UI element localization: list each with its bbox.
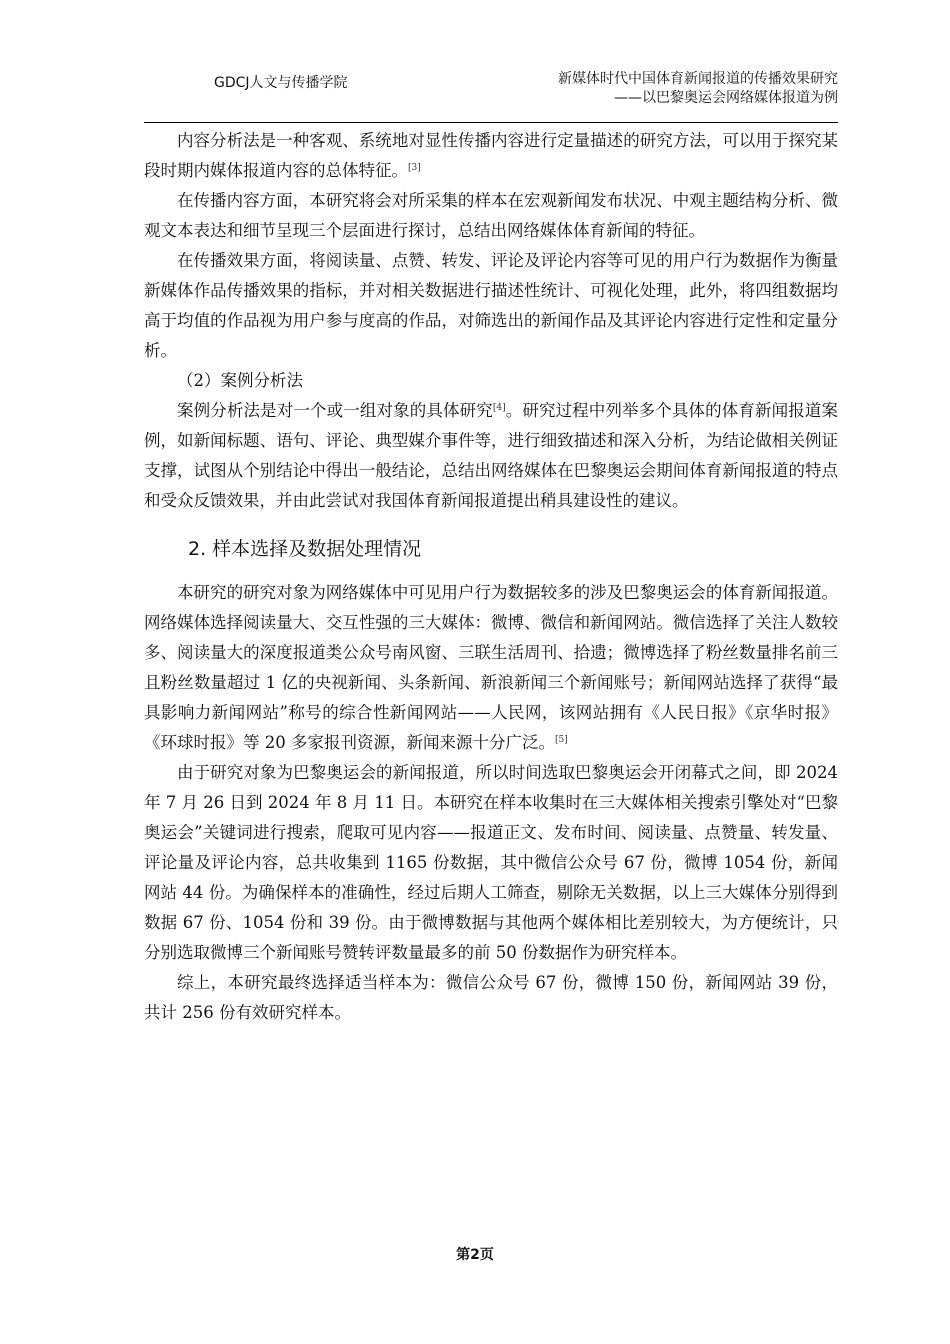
citation-ref: [3] xyxy=(408,163,421,173)
header-title-block xyxy=(558,70,838,108)
paragraph-case-analysis: 案例分析法是对一个或一组对象的具体研究[4]。研究过程中列举多个具体的体育新闻报道案例，如新闻标题、语句、评论、典型媒介事件等，进行细致描述和深入分析，为结论做相关例证支撑，试图从个别结论中得出一般结论，总结出网络媒体在巴黎奥运会期间体育新闻报道的特点和受众反馈效果，并由此尝试对我国体育新闻报道提出稍具建设性的建议。 xyxy=(144,401,839,510)
header-institution: GDCJ人文与传播学院 xyxy=(214,75,348,91)
section-heading: 2. 样本选择及数据处理情况 xyxy=(188,538,422,560)
subheading-case-analysis: （2）案例分析法 xyxy=(177,371,303,390)
paragraph-content-analysis: 内容分析法是一种客观、系统地对显性传播内容进行定量描述的研究方法，可以用于探究某段时期内媒体报道内容的总体特征。[3] xyxy=(144,131,838,180)
citation-ref: [5] xyxy=(555,735,568,745)
header-subtitle: ——以巴黎奥运会网络媒体报道为例 xyxy=(614,90,838,106)
page-header xyxy=(144,66,838,123)
paragraph-time-range: 由于研究对象为巴黎奥运会的新闻报道，所以时间选取巴黎奥运会开闭幕式之间，即 2024 年 7 月 26 日到 2024 年 8 月 11 日。本研究在样本收集时在三大媒体相关搜索引擎处对“巴黎奥运会”关键词进行搜索，爬取可见内容——报道正文、发布时间、阅读量、点赞量、转发量、评论量及评论内容，总共收集到 1165 份数据，其中微信公众号 67 份，微博 1054 份，新闻网站 44 份。为确保样本的准确性，经过后期人工筛查，剔除无关数据，以上三大媒体分别得到数据 67 份、1054 份和 39 份。由于微博数据与其他两个媒体相比差别较大，为方便统计，只分别选取微博三个新闻账号赞转评数量最多的前 50 份数据作为研究样本。 xyxy=(144,763,838,962)
paragraph-research-object: 本研究的研究对象为网络媒体中可见用户行为数据较多的涉及巴黎奥运会的体育新闻报道。网络媒体选择阅读量大、交互性强的三大媒体：微博、微信和新闻网站。微信选择了关注人数较多、阅读量大的深度报道类公众号南风窗、三联生活周刊、拾遗；微博选择了粉丝数量排名前三且粉丝数量超过 1 亿的央视新闻、头条新闻、新浪新闻三个新闻账号；新闻网站选择了获得“最具影响力新闻网站”称号的综合性新闻网站——人民网，该网站拥有《人民日报》《京华时报》《环球时报》等 20 多家报刊资源，新闻来源十分广泛。[5] xyxy=(144,583,838,752)
paragraph-effect-aspect: 在传播效果方面，将阅读量、点赞、转发、评论及评论内容等可见的用户行为数据作为衡量新媒体作品传播效果的指标，并对相关数据进行描述性统计、可视化处理，此外，将四组数据均高于均值的作品视为用户参与度高的作品，对筛选出的新闻作品及其评论内容进行定性和定量分析。 xyxy=(144,251,838,360)
body-text xyxy=(144,126,838,1028)
paragraph-content-aspect: 在传播内容方面，本研究将会对所采集的样本在宏观新闻发布状况、中观主题结构分析、微观文本表达和细节呈现三个层面进行探讨，总结出网络媒体体育新闻的特征。 xyxy=(144,191,838,240)
page-number: 第2页 xyxy=(456,1247,494,1263)
paragraph-summary: 综上，本研究最终选择适当样本为：微信公众号 67 份，微博 150 份，新闻网站 39 份，共计 256 份有效研究样本。 xyxy=(144,973,838,1022)
citation-ref: [4] xyxy=(492,403,506,413)
header-title: 新媒体时代中国体育新闻报道的传播效果研究 xyxy=(558,71,838,87)
